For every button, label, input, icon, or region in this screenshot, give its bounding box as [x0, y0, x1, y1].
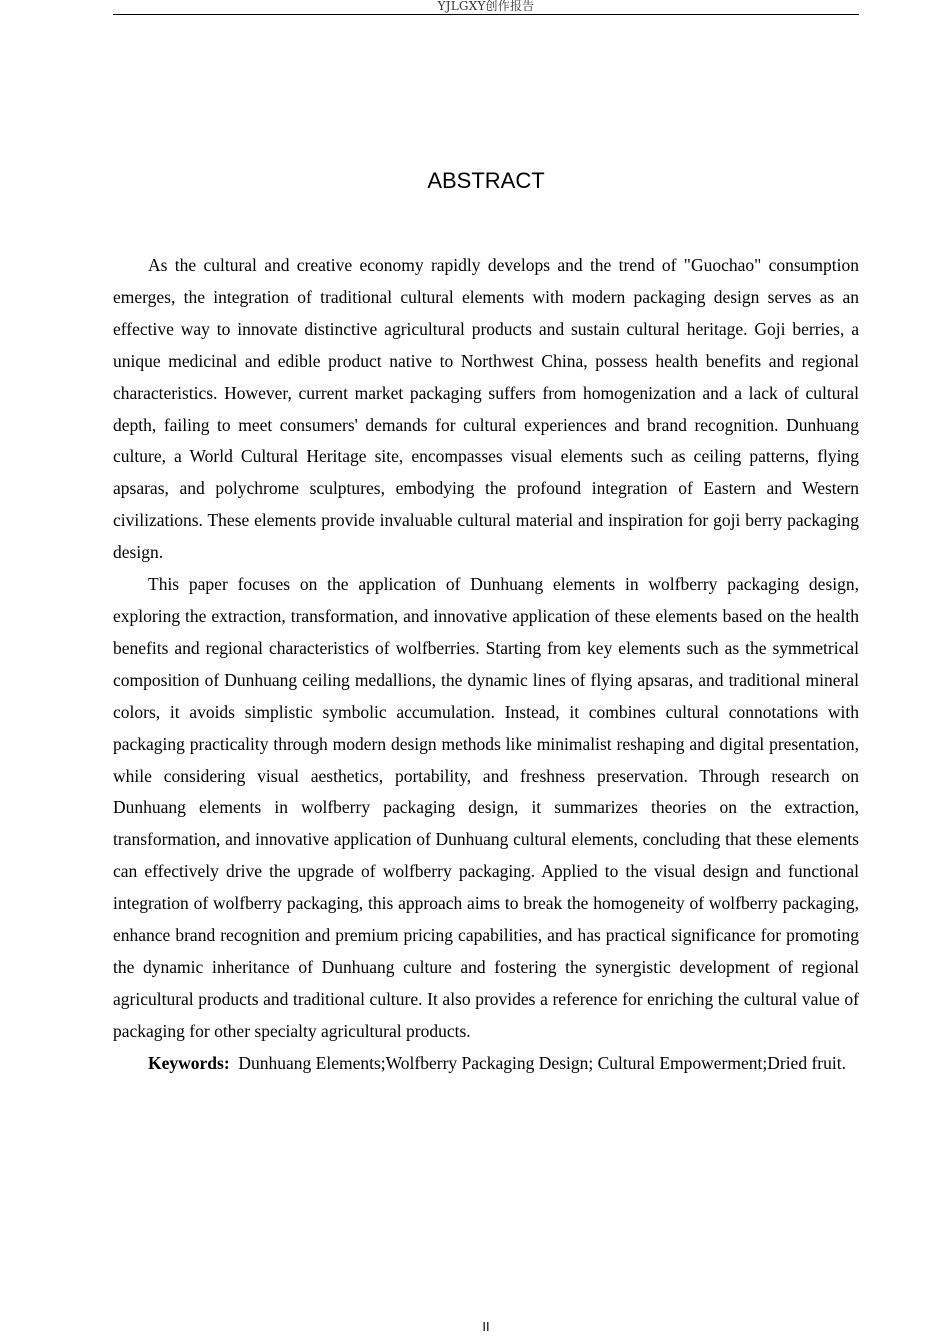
header-text: YJLGXY创作报告	[437, 0, 535, 13]
abstract-body	[113, 250, 859, 1080]
abstract-title: ABSTRACT	[427, 168, 545, 193]
keywords-line	[113, 1048, 859, 1080]
abstract-paragraph-1: As the cultural and creative economy rapidly develops and the trend of "Guochao" consumption emerges, the integration of traditional cultural elements with modern packaging design serves as an effective way to innovate distinctive agricultural products and sustain cultural heritage. Goji berries, a unique medicinal and edible product native to Northwest China, possess health benefits and regional characteristics. However, current market packaging suffers from homogenization and a lack of cultural depth, failing to meet consumers' demands for cultural experiences and brand recognition. Dunhuang culture, a World Cultural Heritage site, encompasses visual elements such as ceiling patterns, flying apsaras, and polychrome sculptures, embodying the profound integration of Eastern and Western civilizations. These elements provide invaluable cultural material and inspiration for goji berry packaging design.	[113, 255, 859, 563]
abstract-paragraph-2: This paper focuses on the application of Dunhuang elements in wolfberry packaging design, exploring the extraction, transformation, and innovative application of these elements based on the health benefits and regional characteristics of wolfberries. Starting from key elements such as the symmetrical composition of Dunhuang ceiling medallions, the dynamic lines of flying apsaras, and traditional mineral colors, it avoids simplistic symbolic accumulation. Instead, it combines cultural connotations with packaging practicality through modern design methods like minimalist reshaping and digital presentation, while considering visual aesthetics, portability, and freshness preservation. Through research on Dunhuang elements in wolfberry packaging design, it summarizes theories on the extraction, transformation, and innovative application of Dunhuang cultural elements, concluding that these elements can effectively drive the upgrade of wolfberry packaging. Applied to the visual design and functional integration of wolfberry packaging, this approach aims to break the homogeneity of wolfberry packaging, enhance brand recognition and premium pricing capabilities, and has practical significance for promoting the dynamic inheritance of Dunhuang culture and fostering the synergistic development of regional agricultural products and traditional culture. It also provides a reference for enriching the cultural value of packaging for other specialty agricultural products.	[113, 574, 859, 1041]
keywords-label: Keywords:	[148, 1052, 230, 1073]
keywords-text: Dunhuang Elements;Wolfberry Packaging Design; Cultural Empowerment;Dried fruit.	[238, 1052, 846, 1073]
page-header	[113, 0, 859, 15]
page-number: II	[482, 1319, 490, 1334]
